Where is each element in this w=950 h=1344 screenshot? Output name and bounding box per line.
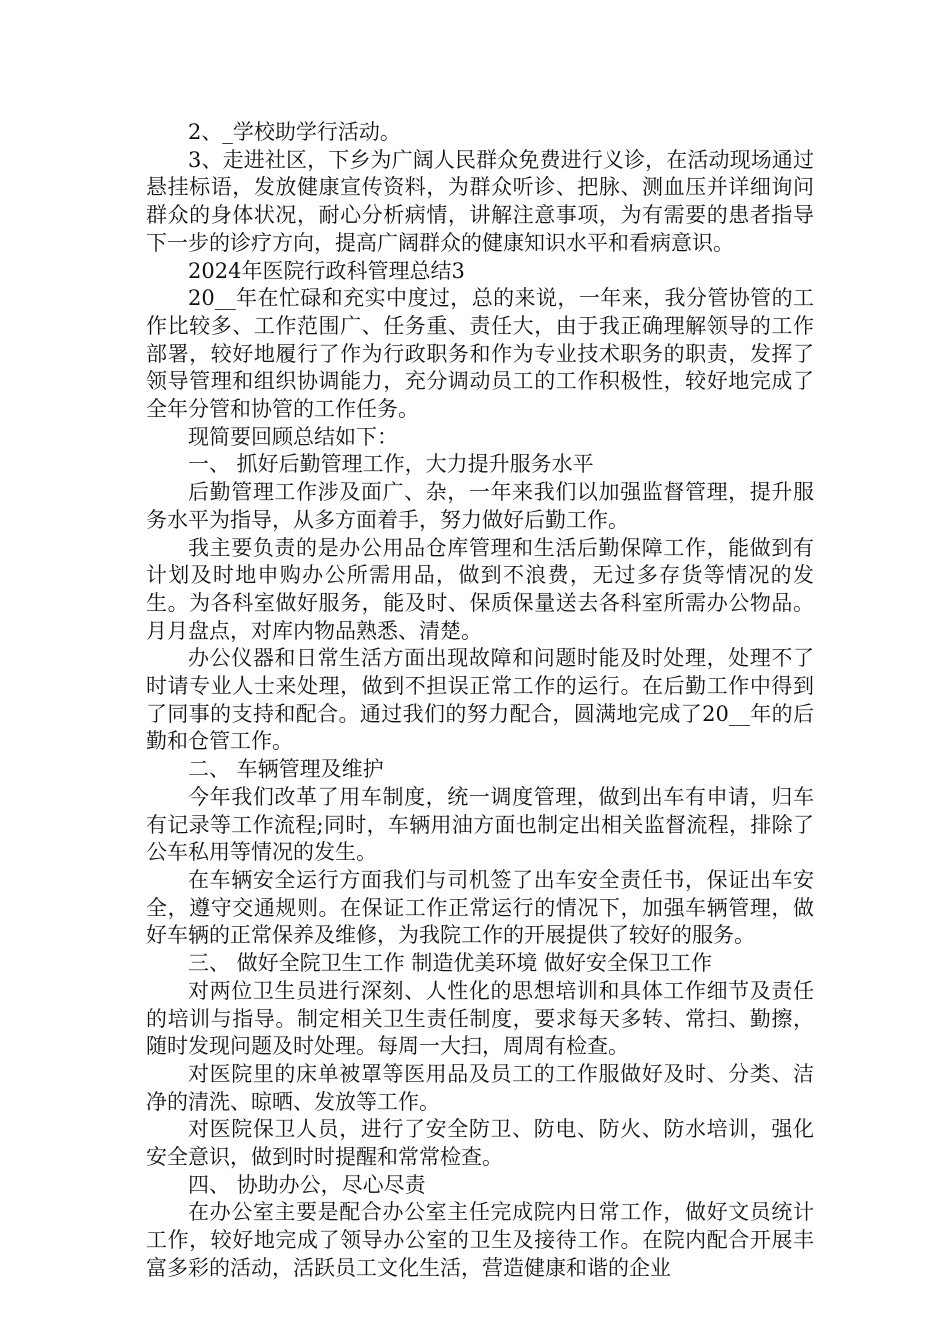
- paragraph-logistics-overview: 后勤管理工作涉及面广、杂，一年来我们以加强监督管理，提升服务水平为指导，从多方面着手，努力做好后勤工作。: [146, 480, 814, 532]
- paragraph-office-supplies: 我主要负责的是办公用品仓库管理和生活后勤保障工作，能做到有计划及时地申购办公所需用品，做到不浪费，无过多存货等情况的发生。为各科室做好服务，能及时、保质保量送去各科室所需办公物品。月月盘点，对库内物品熟悉、清楚。: [146, 535, 814, 643]
- paragraph-vehicle-policy: 今年我们改革了用车制度，统一调度管理，做到出车有申请，归车有记录等工作流程;同时，车辆用油方面也制定出相关监督流程，排除了公车私用等情况的发生。: [146, 784, 814, 865]
- paragraph-laundry: 对医院里的床单被罩等医用品及员工的工作服做好及时、分类、洁净的清洗、晾晒、发放等工作。: [146, 1061, 814, 1114]
- list-item-2: 2、_学校助学行活动。: [188, 120, 401, 144]
- summary-lead: 现简要回顾总结如下：: [188, 424, 398, 449]
- list-item-3: 3、走进社区，下乡为广阔人民群众免费进行义诊，在活动现场通过悬挂标语，发放健康宣传资料，为群众听诊、把脉、测血压并详细询问群众的身体状况，耐心分析病情，讲解注意事项，为有需要的患者指导下一步的诊疗方向，提高广阔群众的健康知识水平和看病意识。: [146, 147, 814, 255]
- heading-vehicles: 二、 车辆管理及维护: [188, 757, 384, 782]
- intro-paragraph: 20__年在忙碌和充实中度过，总的来说，一年来，我分管协管的工作比较多、工作范围广、任务重、责任大，由于我正确理解领导的工作部署，较好地履行了作为行政职务和作为专业技术职务的职责，发挥了领导管理和组织协调能力，充分调动员工的工作积极性，较好地完成了全年分管和协管的工作任务。: [146, 286, 814, 422]
- heading-logistics: 一、 抓好后勤管理工作，大力提升服务水平: [188, 452, 594, 477]
- paragraph-office-duties: 在办公室主要是配合办公室主任完成院内日常工作，做好文员统计工作，较好地完成了领导办公室的卫生及接待工作。在院内配合开展丰富多彩的活动，活跃员工文化生活，营造健康和谐的企业: [146, 1200, 814, 1280]
- paragraph-security-training: 对医院保卫人员，进行了安全防卫、防电、防火、防水培训，强化安全意识，做到时时提醒和常常检查。: [146, 1117, 814, 1170]
- document-page: [146, 119, 814, 1283]
- heading-hygiene-security: 三、 做好全院卫生工作 制造优美环境 做好安全保卫工作: [188, 951, 713, 976]
- heading-office-support: 四、 协助办公，尽心尽责: [188, 1172, 426, 1197]
- paragraph-cleaner-training: 对两位卫生员进行深刻、人性化的思想培训和具体工作细节及责任的培训与指导。制定相关卫生责任制度，要求每天多转、常扫、勤擦，随时发现问题及时处理。每周一大扫，周周有检查。: [146, 978, 814, 1059]
- paragraph-vehicle-safety: 在车辆安全运行方面我们与司机签了出车安全责任书，保证出车安全，遵守交通规则。在保证工作正常运行的情况下，加强车辆管理，做好车辆的正常保养及维修，为我院工作的开展提供了较好的服务。: [146, 867, 814, 948]
- paragraph-equipment-repair: 办公仪器和日常生活方面出现故障和问题时能及时处理，处理不了时请专业人士来处理，做到不担误正常工作的运行。在后勤工作中得到了同事的支持和配合。通过我们的努力配合，圆满地完成了20__年的后勤和仓管工作。: [146, 646, 814, 754]
- section-title: 2024年医院行政科管理总结3: [188, 258, 465, 283]
